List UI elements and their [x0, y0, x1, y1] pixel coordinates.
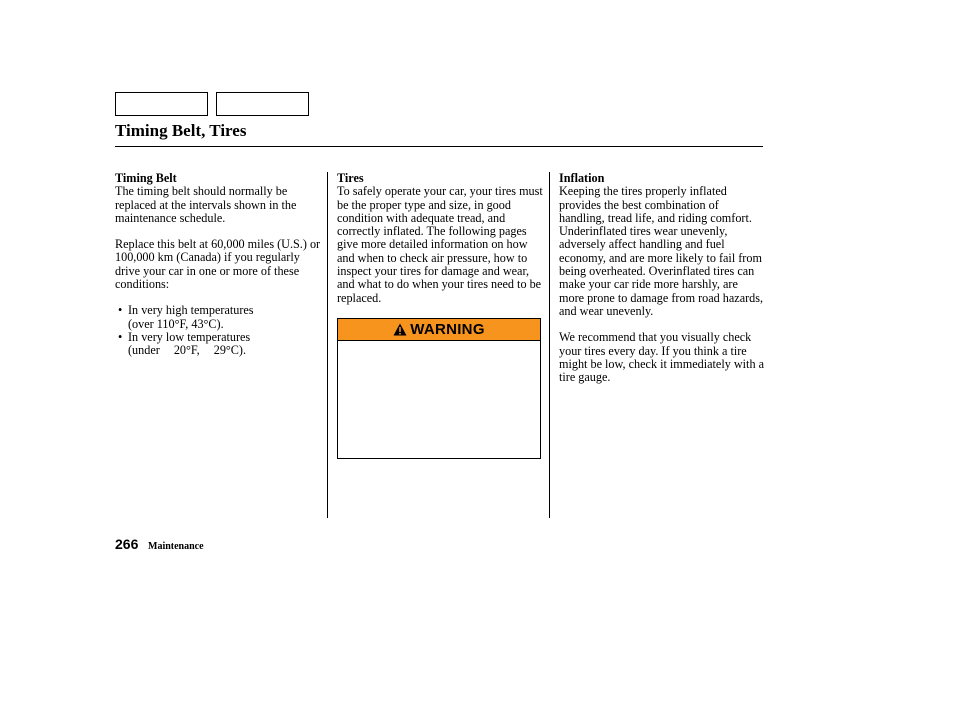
list-item: • In very low temperatures (under 20°F, 29°C). — [115, 331, 327, 358]
column-divider — [549, 172, 550, 518]
inflation-heading: Inflation — [559, 171, 605, 185]
timing-belt-conditions-list — [115, 304, 327, 357]
column-tires — [337, 172, 543, 305]
column-inflation — [559, 172, 764, 384]
page-title: Timing Belt, Tires — [115, 121, 247, 140]
timing-belt-paragraph-2: Replace this belt at 60,000 miles (U.S.) or 100,000 km (Canada) if you regularly drive your car in one or more of these conditions: — [115, 237, 321, 292]
warning-header — [338, 319, 540, 341]
inflation-paragraph-2: We recommend that you visually check your tires every day. If you think a tire might be low, check it immediately with a tire gauge. — [559, 330, 764, 385]
inflation-paragraph-1: Keeping the tires properly inflated provides the best combination of handling, tread life, and riding comfort. Underinflated tires wear unevenly, adversely affect handling and fuel economy, and are more likely to fail from being overheated. Overinflated tires can make your car ride more harshly, are more prone to damage from road hazards, and wear unevenly. — [559, 184, 764, 318]
nav-tab-blank-2[interactable] — [216, 92, 309, 116]
warning-label: WARNING — [410, 321, 485, 338]
timing-belt-paragraph-1: The timing belt should normally be replaced at the intervals shown in the maintenance schedule. — [115, 184, 297, 225]
title-divider — [115, 146, 763, 147]
list-item: • In very high temperatures (over 110°F, 43°C). — [115, 304, 327, 331]
nav-tab-blank-1[interactable] — [115, 92, 208, 116]
warning-triangle-icon — [393, 323, 407, 336]
column-divider — [327, 172, 328, 518]
page-number: 266 — [115, 536, 139, 552]
timing-belt-heading: Timing Belt — [115, 171, 177, 185]
column-timing-belt — [115, 172, 327, 358]
warning-box — [337, 318, 541, 459]
tires-heading: Tires — [337, 171, 364, 185]
tires-paragraph-1: To safely operate your car, your tires must be the proper type and size, in good condition with adequate tread, and correctly inflated. The following pages give more detailed information on how and when to check air pressure, how to inspect your tires for damage and wear, and what to do when your tires need to be replaced. — [337, 184, 543, 305]
section-name: Maintenance — [148, 541, 204, 552]
